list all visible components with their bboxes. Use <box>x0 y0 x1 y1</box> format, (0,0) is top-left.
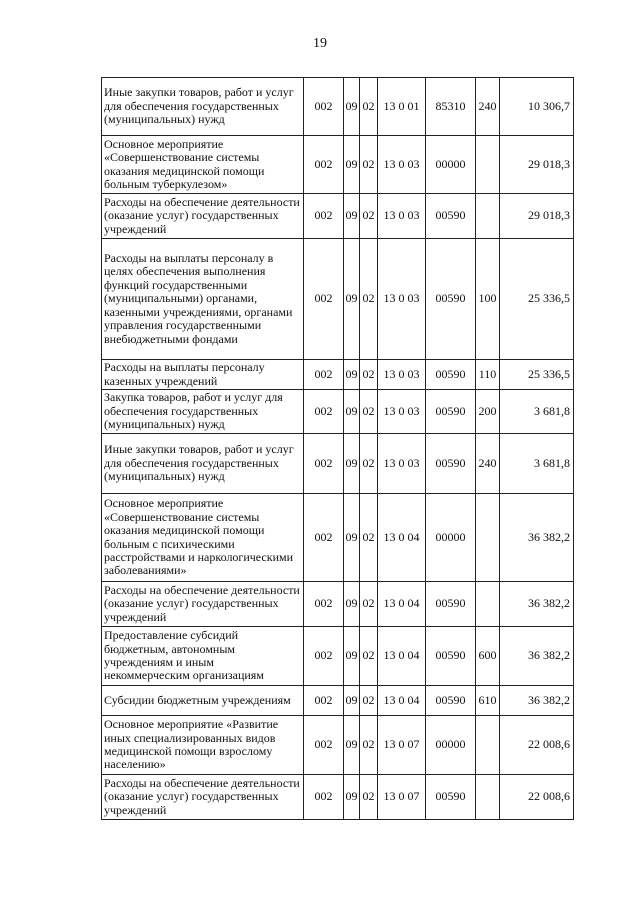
expense-name-cell: Основное мероприятие «Развитие иных специализированных видов медицинской помощи взрослому населению» <box>102 716 304 775</box>
program-code-cell: 13 0 01 <box>378 78 426 136</box>
ministry-code-cell: 002 <box>304 239 344 360</box>
section-code-cell: 09 <box>344 716 360 775</box>
amount-cell: 36 382,2 <box>500 582 574 627</box>
program-code-cell: 13 0 03 <box>378 390 426 434</box>
expense-type-cell: 240 <box>476 78 500 136</box>
expense-name-cell: Расходы на выплаты персоналу в целях обеспечения выполнения функций государственными (муниципальными) органами, казенными учреждениями, органами управления государственными внебюджетными фондами <box>102 239 304 360</box>
amount-cell: 29 018,3 <box>500 136 574 194</box>
ministry-code-cell: 002 <box>304 434 344 494</box>
expense-name-cell: Расходы на обеспечение деятельности (оказание услуг) государственных учреждений <box>102 775 304 820</box>
program-code-cell: 13 0 03 <box>378 136 426 194</box>
direction-code-cell: 00590 <box>426 194 476 239</box>
amount-cell: 22 008,6 <box>500 775 574 820</box>
section-code-cell: 09 <box>344 686 360 716</box>
table-row <box>102 434 574 494</box>
direction-code-cell: 00590 <box>426 390 476 434</box>
amount-cell: 25 336,5 <box>500 360 574 390</box>
program-code-cell: 13 0 04 <box>378 686 426 716</box>
direction-code-cell: 00000 <box>426 716 476 775</box>
program-code-cell: 13 0 03 <box>378 194 426 239</box>
subsection-code-cell: 02 <box>360 194 378 239</box>
ministry-code-cell: 002 <box>304 686 344 716</box>
program-code-cell: 13 0 03 <box>378 239 426 360</box>
table-row <box>102 627 574 686</box>
ministry-code-cell: 002 <box>304 390 344 434</box>
expense-name-cell: Расходы на выплаты персоналу казенных учреждений <box>102 360 304 390</box>
expense-name-cell: Субсидии бюджетным учреждениям <box>102 686 304 716</box>
table-row <box>102 194 574 239</box>
table-body <box>102 78 574 820</box>
ministry-code-cell: 002 <box>304 194 344 239</box>
table-row <box>102 390 574 434</box>
page-number: 19 <box>313 36 327 51</box>
subsection-code-cell: 02 <box>360 434 378 494</box>
expense-name-cell: Расходы на обеспечение деятельности (оказание услуг) государственных учреждений <box>102 582 304 627</box>
subsection-code-cell: 02 <box>360 775 378 820</box>
expense-type-cell <box>476 494 500 582</box>
budget-table <box>101 77 574 820</box>
table-row <box>102 78 574 136</box>
ministry-code-cell: 002 <box>304 494 344 582</box>
table-row <box>102 775 574 820</box>
direction-code-cell: 00590 <box>426 360 476 390</box>
amount-cell: 36 382,2 <box>500 686 574 716</box>
section-code-cell: 09 <box>344 775 360 820</box>
ministry-code-cell: 002 <box>304 627 344 686</box>
program-code-cell: 13 0 04 <box>378 494 426 582</box>
direction-code-cell: 00590 <box>426 239 476 360</box>
amount-cell: 22 008,6 <box>500 716 574 775</box>
amount-cell: 29 018,3 <box>500 194 574 239</box>
table-row <box>102 360 574 390</box>
amount-cell: 25 336,5 <box>500 239 574 360</box>
table-row <box>102 136 574 194</box>
direction-code-cell: 00590 <box>426 775 476 820</box>
expense-type-cell: 610 <box>476 686 500 716</box>
ministry-code-cell: 002 <box>304 360 344 390</box>
expense-name-cell: Основное мероприятие «Совершенствование системы оказания медицинской помощи больным туберкулезом» <box>102 136 304 194</box>
expense-type-cell: 110 <box>476 360 500 390</box>
expense-type-cell <box>476 775 500 820</box>
ministry-code-cell: 002 <box>304 775 344 820</box>
direction-code-cell: 00590 <box>426 627 476 686</box>
section-code-cell: 09 <box>344 627 360 686</box>
subsection-code-cell: 02 <box>360 716 378 775</box>
expense-type-cell <box>476 582 500 627</box>
direction-code-cell: 85310 <box>426 78 476 136</box>
expense-name-cell: Расходы на обеспечение деятельности (оказание услуг) государственных учреждений <box>102 194 304 239</box>
section-code-cell: 09 <box>344 390 360 434</box>
subsection-code-cell: 02 <box>360 78 378 136</box>
direction-code-cell: 00590 <box>426 434 476 494</box>
section-code-cell: 09 <box>344 136 360 194</box>
table-row <box>102 494 574 582</box>
section-code-cell: 09 <box>344 194 360 239</box>
direction-code-cell: 00590 <box>426 582 476 627</box>
subsection-code-cell: 02 <box>360 686 378 716</box>
expense-name-cell: Предоставление субсидий бюджетным, автономным учреждениям и иным некоммерческим организациям <box>102 627 304 686</box>
table-row <box>102 686 574 716</box>
direction-code-cell: 00590 <box>426 686 476 716</box>
subsection-code-cell: 02 <box>360 360 378 390</box>
subsection-code-cell: 02 <box>360 239 378 360</box>
amount-cell: 36 382,2 <box>500 494 574 582</box>
amount-cell: 3 681,8 <box>500 390 574 434</box>
ministry-code-cell: 002 <box>304 582 344 627</box>
ministry-code-cell: 002 <box>304 78 344 136</box>
subsection-code-cell: 02 <box>360 494 378 582</box>
table-row <box>102 582 574 627</box>
amount-cell: 10 306,7 <box>500 78 574 136</box>
subsection-code-cell: 02 <box>360 582 378 627</box>
expense-name-cell: Закупка товаров, работ и услуг для обеспечения государственных (муниципальных) нужд <box>102 390 304 434</box>
section-code-cell: 09 <box>344 582 360 627</box>
subsection-code-cell: 02 <box>360 627 378 686</box>
amount-cell: 3 681,8 <box>500 434 574 494</box>
section-code-cell: 09 <box>344 239 360 360</box>
program-code-cell: 13 0 04 <box>378 582 426 627</box>
section-code-cell: 09 <box>344 360 360 390</box>
program-code-cell: 13 0 07 <box>378 775 426 820</box>
subsection-code-cell: 02 <box>360 136 378 194</box>
expense-type-cell <box>476 194 500 239</box>
expense-type-cell: 200 <box>476 390 500 434</box>
program-code-cell: 13 0 07 <box>378 716 426 775</box>
expense-name-cell: Иные закупки товаров, работ и услуг для обеспечения государственных (муниципальных) нужд <box>102 434 304 494</box>
amount-cell: 36 382,2 <box>500 627 574 686</box>
section-code-cell: 09 <box>344 434 360 494</box>
expense-type-cell: 240 <box>476 434 500 494</box>
table-row <box>102 716 574 775</box>
section-code-cell: 09 <box>344 494 360 582</box>
expense-type-cell: 600 <box>476 627 500 686</box>
expense-type-cell <box>476 716 500 775</box>
ministry-code-cell: 002 <box>304 136 344 194</box>
expense-type-cell <box>476 136 500 194</box>
direction-code-cell: 00000 <box>426 136 476 194</box>
expense-name-cell: Основное мероприятие «Совершенствование системы оказания медицинской помощи больным с психическими расстройствами и наркологическими заболеваниями» <box>102 494 304 582</box>
program-code-cell: 13 0 03 <box>378 434 426 494</box>
expense-type-cell: 100 <box>476 239 500 360</box>
expense-name-cell: Иные закупки товаров, работ и услуг для обеспечения государственных (муниципальных) нужд <box>102 78 304 136</box>
program-code-cell: 13 0 03 <box>378 360 426 390</box>
ministry-code-cell: 002 <box>304 716 344 775</box>
direction-code-cell: 00000 <box>426 494 476 582</box>
subsection-code-cell: 02 <box>360 390 378 434</box>
table-row <box>102 239 574 360</box>
program-code-cell: 13 0 04 <box>378 627 426 686</box>
section-code-cell: 09 <box>344 78 360 136</box>
